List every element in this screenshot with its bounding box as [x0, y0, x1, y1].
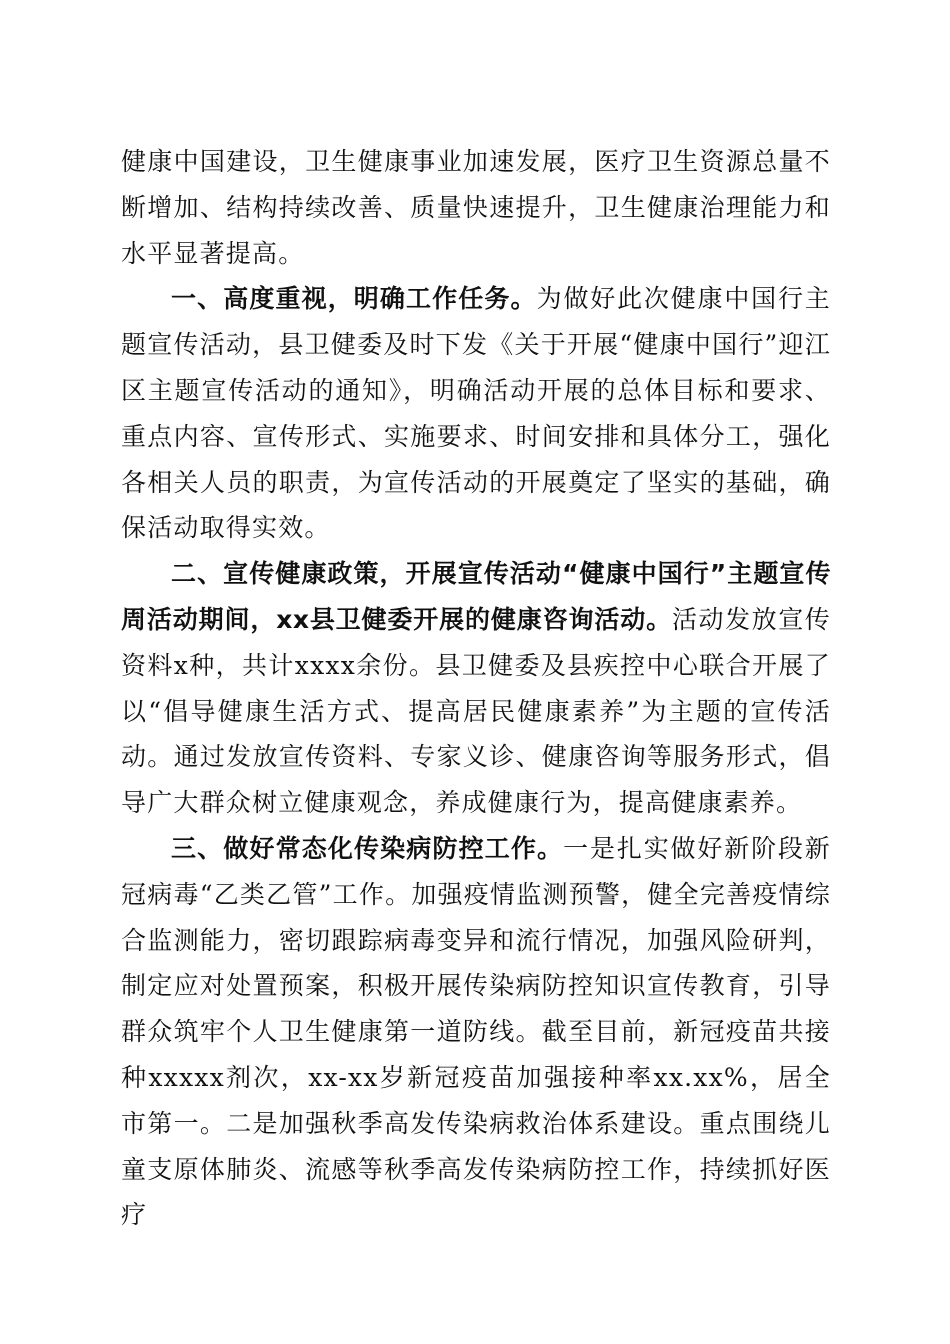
- section-3-heading: 三、做好常态化传染病防控工作。: [171, 833, 564, 863]
- section-3-text: 一是扎实做好新阶段新冠病毒“乙类乙管”工作。加强疫情监测预警，健全完善疫情综合监测能力，密切跟踪病毒变异和流行情况，加强风险研判，制定应对处置预案，积极开展传染病防控知识宣传教育，引导群众筑牢个人卫生健康第一道防线。截至目前，新冠疫苗共接种xxxxx剂次，xx-xx岁新冠疫苗加强接种率xx.xx%，居全市第一。二是加强秋季高发传染病救治体系建设。重点围绕儿童支原体肺炎、流感等秋季高发传染病防控工作，持续抓好医疗: [121, 833, 831, 1230]
- paragraph-intro-text: 健康中国建设，卫生健康事业加速发展，医疗卫生资源总量不断增加、结构持续改善、质量快速提升，卫生健康治理能力和水平显著提高。: [121, 147, 831, 268]
- paragraph-intro: [121, 139, 831, 276]
- paragraph-section-1: [121, 276, 831, 551]
- section-2-heading: 二、宣传健康政策，开展宣传活动“健康中国行”主题宣传周活动期间，xx县卫健委开展的健康咨询活动。: [121, 559, 831, 634]
- paragraph-section-3: [121, 826, 831, 1238]
- section-2-text: 活动发放宣传资料x种，共计xxxx余份。县卫健委及县疾控中心联合开展了以“倡导健康生活方式、提高居民健康素养”为主题的宣传活动。通过发放宣传资料、专家义诊、健康咨询等服务形式，倡导广大群众树立健康观念，养成健康行为，提高健康素养。: [121, 604, 831, 818]
- document-body: [121, 139, 831, 1238]
- section-1-text: 为做好此次健康中国行主题宣传活动，县卫健委及时下发《关于开展“健康中国行”迎江区主题宣传活动的通知》，明确活动开展的总体目标和要求、重点内容、宣传形式、实施要求、时间安排和具体分工，强化各相关人员的职责，为宣传活动的开展奠定了坚实的基础，确保活动取得实效。: [121, 284, 831, 543]
- section-1-heading: 一、高度重视，明确工作任务。: [171, 284, 537, 314]
- paragraph-section-2: [121, 551, 831, 826]
